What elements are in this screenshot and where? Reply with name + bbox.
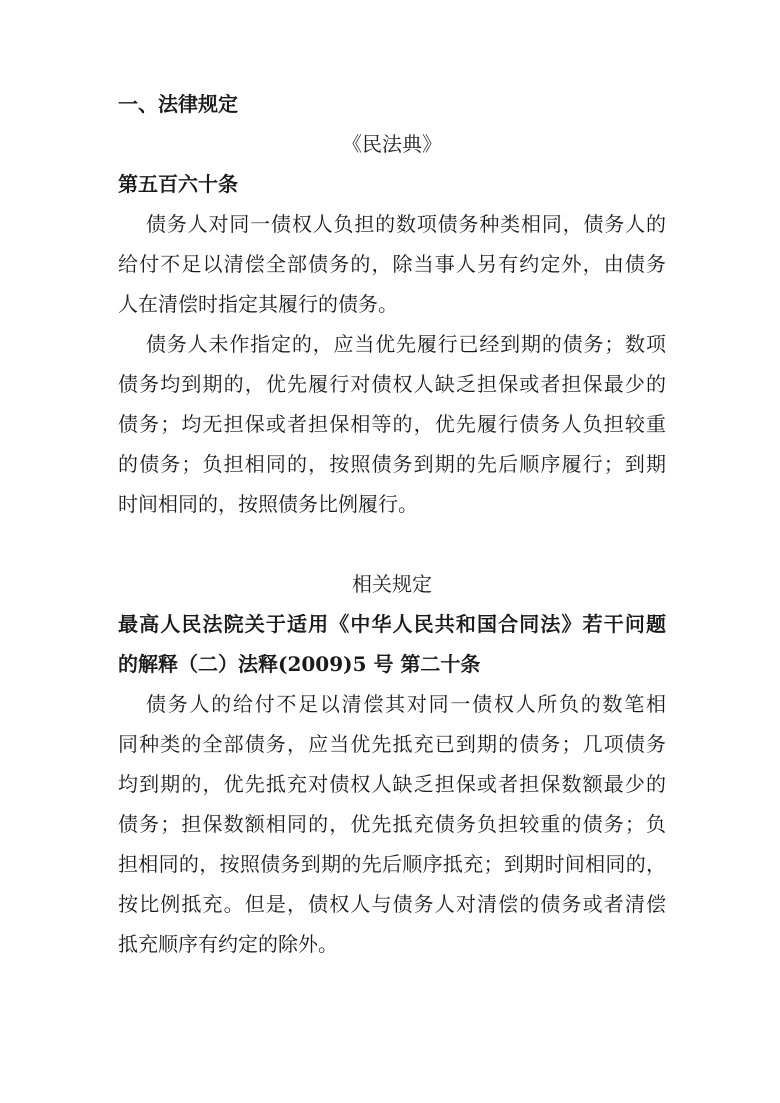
article-heading: 第五百六十条 bbox=[118, 172, 238, 196]
paragraph-line: 债务人的给付不足以清偿其对同一债权人所负的数笔相 bbox=[146, 692, 666, 716]
source-line: 的解释（二）法释(2009)5 号 第二十条 bbox=[118, 652, 481, 676]
section-heading: 一、法律规定 bbox=[118, 92, 238, 116]
blank-line bbox=[118, 524, 666, 564]
paragraph-line: 按比例抵充。但是，债权人与债务人对清偿的债务或者清偿 bbox=[118, 892, 666, 916]
paragraph-line: 时间相同的，按照债务比例履行。 bbox=[118, 492, 418, 516]
paragraph-line: 债务人对同一债权人负担的数项债务种类相同，债务人的 bbox=[146, 212, 666, 236]
paragraph-line: 担相同的，按照债务到期的先后顺序抵充；到期时间相同的， bbox=[118, 852, 666, 876]
related-source bbox=[118, 604, 666, 684]
paragraph-line: 债务均到期的，优先履行对债权人缺乏担保或者担保最少的 bbox=[118, 372, 666, 396]
paragraph-line: 债务；担保数额相同的，优先抵充债务负担较重的债务；负 bbox=[118, 812, 666, 836]
paragraph-line: 债务人未作指定的，应当优先履行已经到期的债务；数项 bbox=[146, 332, 666, 356]
law-title: 《民法典》 bbox=[342, 132, 442, 156]
paragraph-line: 同种类的全部债务，应当优先抵充已到期的债务；几项债务 bbox=[118, 732, 666, 756]
article-paragraph-2 bbox=[118, 324, 666, 524]
paragraph-line: 的债务；负担相同的，按照债务到期的先后顺序履行；到期 bbox=[118, 452, 666, 476]
related-heading: 相关规定 bbox=[352, 572, 432, 596]
paragraph-line: 均到期的，优先抵充对债权人缺乏担保或者担保数额最少的 bbox=[118, 772, 666, 796]
paragraph-line: 给付不足以清偿全部债务的，除当事人另有约定外，由债务 bbox=[118, 252, 666, 276]
document-page bbox=[118, 84, 666, 964]
paragraph-line: 人在清偿时指定其履行的债务。 bbox=[118, 292, 398, 316]
related-paragraph bbox=[118, 684, 666, 964]
source-line: 最高人民法院关于适用《中华人民共和国合同法》若干问题 bbox=[118, 612, 666, 636]
paragraph-line: 抵充顺序有约定的除外。 bbox=[118, 932, 338, 956]
article-paragraph-1 bbox=[118, 204, 666, 324]
paragraph-line: 债务；均无担保或者担保相等的，优先履行债务人负担较重 bbox=[118, 412, 666, 436]
